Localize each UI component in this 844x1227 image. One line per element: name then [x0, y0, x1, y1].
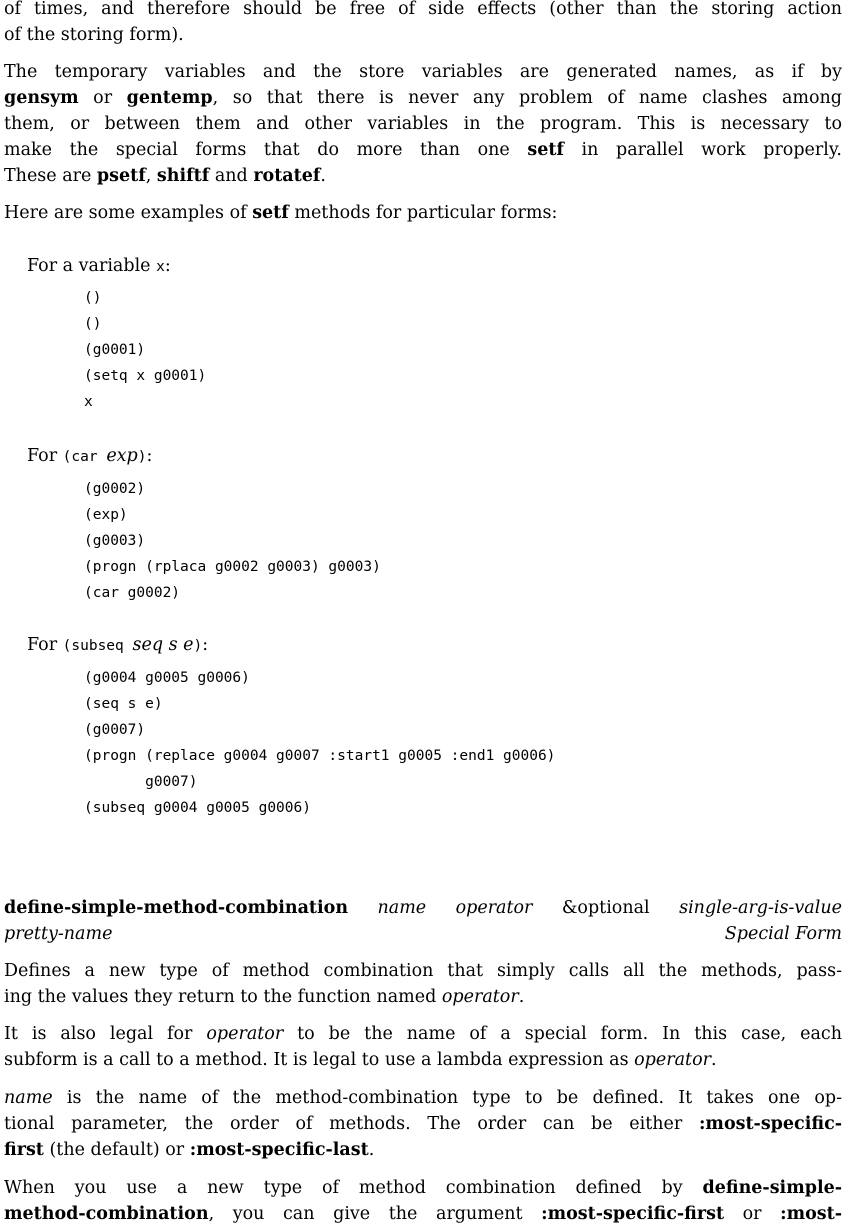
text-line: The temporary variables and the store variables are generated names, as if by	[4, 62, 842, 82]
text-line: It is also legal for operator to be the name of a special form. In this case, each	[4, 1024, 842, 1044]
code-block-variable: () () (g0001) (setq x g0001) x	[84, 290, 207, 410]
param-name: name	[377, 898, 427, 918]
paragraph-special-form-operator	[4, 1021, 842, 1073]
paragraph-name-parameter	[4, 1085, 842, 1163]
keyword-gensym: gensym	[4, 88, 79, 108]
param-single-arg-is-value: single-arg-is-value	[679, 898, 842, 918]
definition-signature	[4, 895, 842, 921]
text-line: method-combination, you can give the argument :most-specific-first or :most-	[4, 1204, 842, 1224]
text-line: of the storing form).	[4, 25, 184, 45]
keyword-psetf: psetf	[96, 166, 146, 186]
keyword-rotatef: rotatef	[253, 166, 321, 186]
text-line: Here are some examples of setf methods for particular forms:	[4, 203, 558, 223]
text-line: Defines a new type of method combination that simply calls all the methods, pass-	[4, 961, 842, 981]
keyword-setf: setf	[252, 203, 289, 223]
code-block-subseq: (g0004 g0005 g0006) (seq s e) (g0007) (progn (replace g0004 g0007 :start1 g0005 :end1 g0006) g0007) (subseq g0004 g0005 g0006)	[84, 670, 556, 816]
param-pretty-name: pretty-name	[4, 924, 113, 944]
definition-signature-continued	[4, 921, 842, 947]
example-heading-car: For (car exp):	[27, 446, 153, 466]
text-line: When you use a new type of method combination defined by define-simple-	[4, 1178, 842, 1198]
example-heading-variable: For a variable x:	[27, 256, 171, 276]
text-line: These are psetf, shiftf and rotatef.	[4, 166, 326, 186]
text-line: make the special forms that do more than one setf in parallel work properly.	[4, 140, 842, 160]
paragraph-defines	[4, 958, 842, 1010]
keyword-gentemp: gentemp	[126, 88, 213, 108]
example-heading-subseq: For (subseq seq s e):	[27, 635, 209, 655]
param-operator: operator	[455, 898, 533, 918]
paragraph-when-you-use	[4, 1175, 842, 1227]
definition-name: define-simple-method-combination	[4, 898, 349, 918]
text-line: first (the default) or :most-specific-last.	[4, 1140, 375, 1160]
paragraph-examples-intro	[4, 200, 842, 226]
text-line: subform is a call to a method. It is legal to use a lambda expression as operator.	[4, 1050, 717, 1070]
keyword-setf: setf	[527, 140, 564, 160]
keyword-shiftf: shiftf	[156, 166, 210, 186]
text-line: name is the name of the method-combination type to be defined. It takes one op-	[4, 1088, 842, 1108]
text-line: them, or between them and other variables in the program. This is necessary to	[4, 114, 842, 134]
code-block-car: (g0002) (exp) (g0003) (progn (rplaca g0002 g0003) g0003) (car g0002)	[84, 481, 381, 601]
text-line: gensym or gentemp, so that there is never any problem of name clashes among	[4, 88, 842, 108]
paragraph-temporary-variables	[4, 59, 842, 189]
definition-kind: Special Form	[724, 924, 842, 944]
text-line: ing the values they return to the function named operator.	[4, 987, 525, 1007]
text-line: of times, and therefore should be free of side effects (other than the storing action	[4, 0, 842, 19]
paragraph-storing-form	[4, 0, 842, 48]
lambda-keyword-optional: &optional	[561, 898, 650, 918]
text-line: tional parameter, the order of methods. The order can be either :most-specific-	[4, 1114, 842, 1134]
